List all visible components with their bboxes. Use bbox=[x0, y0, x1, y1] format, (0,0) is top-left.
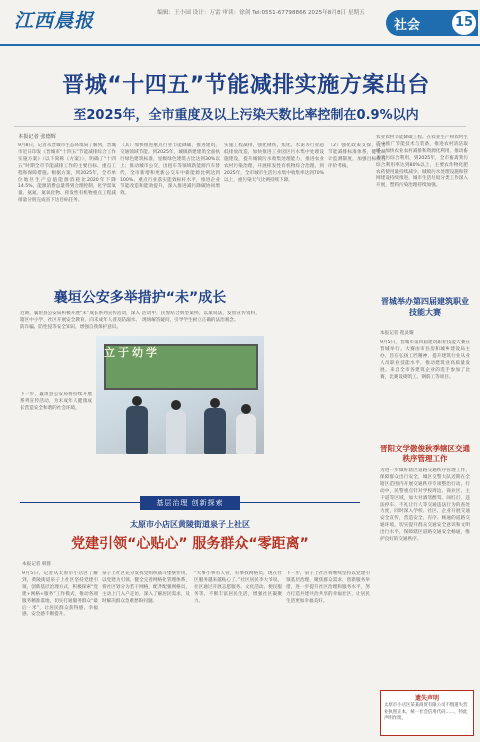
story3-column-4: 下一步，泉子上社区将继续坚持以党建引领基层治理，聚焦群众需求，创新服务举措，进一步提升社区治理和服务水平，努力打造共建共治共享的幸福社区，让居民生活更加幸福美好。 bbox=[286, 571, 370, 604]
lead-column-4: （2）强化政策支撑，完善节能减排标准体系，健全统计监测制度，加强目标责任评价考核。 bbox=[328, 143, 386, 169]
story2-column-1: 近期，襄垣县公安局积极开展“未”成长系列宣传活动，深入辖区中小学、社区开展安全教育，向未成年人普及防溺水、防诈骗、防性侵等安全知识，增强自我保护意识。 bbox=[20, 311, 140, 330]
photo-person-head bbox=[132, 396, 142, 406]
section-tag: 基层治理 创新探索 bbox=[140, 496, 240, 510]
story2-column-2: 活动中，民警结合典型案例，以案说法，发放宣传资料，现场解答疑问，引导学生树立正确的法治观念。 bbox=[142, 311, 260, 323]
photo-person bbox=[126, 406, 148, 454]
side-headline-2: 晋阳文学傲俊秋季辖区交通秩序管理工作 bbox=[380, 444, 470, 463]
notice-box bbox=[380, 690, 474, 736]
story2-headline: 襄垣公安多举措护“未”成长 bbox=[53, 290, 227, 306]
lead-column-3: 实施工程减排，强化钢铁、焦化、水泥等行业超低排放改造，加快推进工业园区污水集中处理设施建设，提升城镇污水收集处理能力，推进农业农村污染治理，开展挥发性有机物综合治理。到2025年，全市城市生活污水集中收集率达到70%以上，重污染天气比例持续下降。 bbox=[224, 143, 324, 183]
lead-subhead: 至2025年，全市重度及以上污染天数比率控制在0.9%以内 bbox=[73, 108, 419, 123]
story3-column-1: 9月5日，记者从太原市小店区了解到，黄陵街道泉子上社区坚持党建引领，创新基层治理方式，积极探索“党建+网格+服务”工作模式，推动各项服务精准落地，切实打通服务群众“最后一米”，让居民群众获得感、幸福感、安全感不断提升。 bbox=[22, 571, 98, 618]
lead-divider bbox=[14, 126, 466, 127]
page-number: 15 bbox=[452, 11, 476, 35]
photo-person bbox=[204, 408, 226, 454]
lead-byline: 本报记者 张德辉 bbox=[18, 134, 56, 140]
notice-text: 太原市小店区某某商贸有限公司不慎遗失营业执照正本，统一社会信用代码……，特此声明作废。 bbox=[384, 703, 468, 722]
story2-column-3: 下一步，襄垣县公安局将持续开展系列宣传活动，为未成年人健康成长营造安全和谐的社会环境。 bbox=[20, 392, 92, 411]
story3-byline: 本报记者 韩蓉 bbox=[22, 562, 52, 567]
masthead bbox=[0, 0, 480, 46]
photo-person bbox=[236, 414, 256, 454]
story3-column-3: “大事小事有人管，有事找网格员，现在社区服务越来越贴心了。”社区居民李大爷说。社区通过开展志愿服务、文化活动、便民服务等，不断丰富居民生活，增强社区凝聚力。 bbox=[194, 571, 282, 604]
photo-person-head bbox=[241, 404, 251, 414]
story3-column-2: 泉子上社区充分发挥党组织战斗堡垒作用，以党建为引领，健全完善网格化管理体系，将社区划分为若干网格，配齐配强网格员，主动上门入户走访，深入了解居民需求，及时解决群众急难愁盼问题。 bbox=[102, 571, 190, 604]
side-text-1: 9月5日，晋城市第四届建筑职业技能大赛在晋城举行。大赛由市住房和城乡建设局主办，旨在弘扬工匠精神，提升建筑行业从业人员职业技能水平，推动建筑业高质量发展。来自全市各建筑企业的选手参加了比赛，比赛设砌筑工、钢筋工等项目。 bbox=[380, 340, 470, 380]
story2-photo bbox=[96, 336, 264, 454]
section-tag-bar bbox=[20, 496, 360, 510]
issue-info: 编辑：王小园 设计：万雷 审读：徐剑 Tel:0551-67798866 2025年8月8日 星期五 bbox=[157, 10, 365, 16]
section-name: 社会 bbox=[394, 18, 421, 33]
side-byline-1: 本报记者 程灵耀 bbox=[380, 331, 414, 336]
photo-board-text: 立于幼学 bbox=[104, 346, 160, 359]
photo-person bbox=[166, 410, 186, 454]
photo-person-head bbox=[171, 400, 181, 410]
lead-headline: 晋城“十四五”节能减排实施方案出台 bbox=[62, 73, 430, 98]
photo-person-head bbox=[210, 398, 220, 408]
lead-column-5: 农业农村节能降碳工程。在农业生产和农村生活中推广节能技术与装备，推进农村清洁取暖，加快农业农村减排和资源化利用，推动畜禽粪污综合利用，到2025年，全市畜禽粪污综合利用率达到80%以上，主要农作物化肥农药使用量持续减少。城镇污水处理设施和管网建设持续推进，城市生活垃圾分类工作深入开展，塑料污染治理持续加强。 bbox=[376, 135, 468, 189]
side-headline-1: 晋城举办第四届建筑职业技能大赛 bbox=[381, 297, 469, 317]
story3-kicker: 太原市小店区黄陵街道泉子上社区 bbox=[130, 520, 250, 529]
notice-title: 遗失声明 bbox=[414, 695, 439, 702]
section-badge bbox=[386, 10, 478, 36]
lead-column-1: 9月8日，记者从晋城市生态环境局了解到，晋城市近日印发《晋城市“十四五”节能减排综合工作实施方案》（以下简称《方案》），明确了“十四五”时期全市节能减排工作的主要目标、重点工程和保障措施。根据方案，到2025年，全市单位地区生产总值能源消耗比2020年下降14.5%，能源消费总量得到合理控制，化学需氧量、氨氮、氮氧化物、挥发性有机物重点工程减排量分别完成省下达目标任务。 bbox=[18, 143, 116, 204]
masthead-divider bbox=[0, 44, 480, 46]
side-text-2: 为进一步做好辖区道路交通秩序管理工作，保障群众出行安全，城区交警大队近期在全辖区范围内开展交通秩序专项整治行动。行动中，民警重点针对学校周边、商业区、主干道等区域，加大对酒驾醉驾、闯红灯、违法停车、不礼让行人等交通违法行为的查处力度，同时深入学校、社区、企业开展交通安全宣传，营造安全、有序、畅通的道路交通环境，切实提升群众交通安全意识和文明出行水平，保障辖区道路交通安全畅通，维护良好的交通秩序。 bbox=[380, 468, 470, 543]
newspaper-logo: 江西晨报 bbox=[14, 10, 95, 32]
story3-headline: 党建引领“心贴心” 服务群众“零距离” bbox=[71, 536, 309, 552]
lead-column-2: （其）加快推进重点行业节能降碳，推进建筑、交通领域节能。到2025年，城镇新建建筑全面执行绿色建筑标准，星级绿色建筑占比达到30%以上；推动城市公交、出租车等领域新能源汽车替代，全市新增和更新公交车中新能源比例达到100%。重点行业落实能效标杆水平，推进企业节能改造和能效提升，深入推进减污降碳协同增效。 bbox=[120, 143, 220, 197]
